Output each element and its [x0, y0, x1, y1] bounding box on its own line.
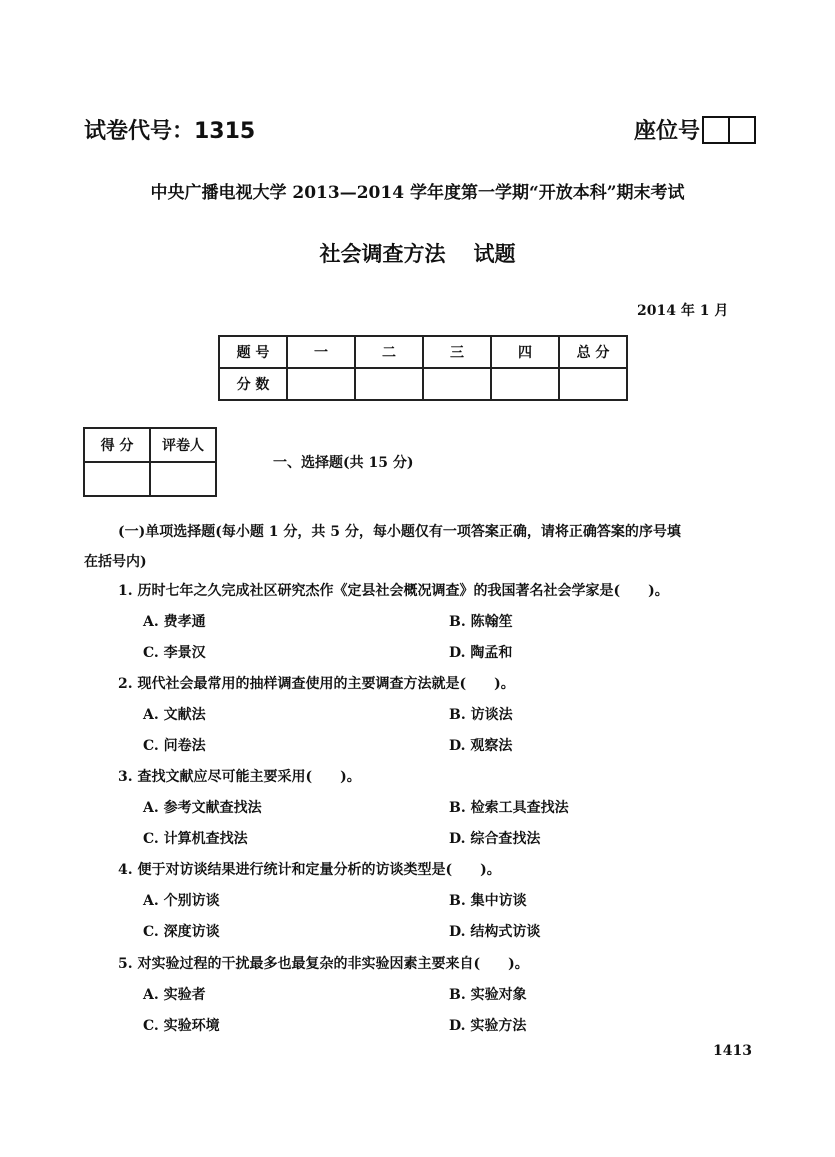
- grader-score-cell[interactable]: [84, 462, 150, 496]
- question-option: D. 陶孟和: [449, 645, 513, 661]
- section-instruction: [84, 517, 764, 577]
- question-option: C. 李景汉: [143, 645, 206, 661]
- score-entry-cell[interactable]: [491, 368, 559, 400]
- seat-number-label: 座位号: [634, 119, 701, 144]
- question-stem: 4. 便于对访谈结果进行统计和定量分析的访谈类型是( )。: [118, 862, 501, 878]
- question-option: B. 检索工具查找法: [449, 800, 569, 816]
- question-option: D. 实验方法: [449, 1018, 527, 1034]
- score-table-cell: 四: [491, 336, 559, 368]
- question-option: C. 深度访谈: [143, 924, 220, 940]
- grader-table: [83, 427, 217, 497]
- score-entry-cell[interactable]: [559, 368, 627, 400]
- question-option: D. 观察法: [449, 738, 513, 754]
- score-table-cell: 总 分: [559, 336, 627, 368]
- question-option: B. 访谈法: [449, 707, 513, 723]
- paper-code: 试卷代号：1315: [84, 119, 256, 144]
- score-table-score-row: [219, 368, 627, 400]
- score-table-cell: 一: [287, 336, 355, 368]
- question-stem: 3. 查找文献应尽可能主要采用( )。: [118, 769, 361, 785]
- question-option: C. 计算机查找法: [143, 831, 248, 847]
- score-entry-cell[interactable]: [287, 368, 355, 400]
- question-option: D. 结构式访谈: [449, 924, 541, 940]
- seat-number-box[interactable]: [728, 118, 754, 142]
- score-entry-cell[interactable]: [423, 368, 491, 400]
- question-stem: 1. 历时七年之久完成社区研究杰作《定县社会概况调查》的我国著名社会学家是( )。: [118, 583, 669, 599]
- page-number: 1413: [713, 1043, 752, 1059]
- question-option: C. 实验环境: [143, 1018, 220, 1034]
- question-option: A. 费孝通: [143, 614, 206, 630]
- question-option: B. 集中访谈: [449, 893, 527, 909]
- section-title: 一、选择题(共 15 分): [273, 455, 414, 471]
- question-stem: 2. 现代社会最常用的抽样调查使用的主要调查方法就是( )。: [118, 676, 515, 692]
- instruction-line: (一)单项选择题(每小题 1 分，共 5 分，每小题仅有一项答案正确，请将正确答案的序号填: [118, 524, 681, 540]
- instruction-line: 在括号内): [84, 554, 147, 570]
- seat-number-box[interactable]: [704, 118, 728, 142]
- subject-name: 社会调查方法: [319, 242, 446, 266]
- grader-table-entry-row: [84, 462, 216, 496]
- question-option: A. 实验者: [143, 987, 206, 1003]
- question-option: B. 陈翰笙: [449, 614, 513, 630]
- grader-name-cell[interactable]: [150, 462, 216, 496]
- score-table: [218, 335, 628, 401]
- grader-table-header: 评卷人: [150, 428, 216, 462]
- exam-date: 2014 年 1 月: [637, 303, 729, 319]
- grader-table-header: 得 分: [84, 428, 150, 462]
- score-table-row-label: 分 数: [219, 368, 287, 400]
- question-option: A. 文献法: [143, 707, 206, 723]
- exam-heading: 中央广播电视大学 2013—2014 学年度第一学期“开放本科”期末考试: [150, 183, 685, 203]
- score-table-cell: 三: [423, 336, 491, 368]
- subject-suffix: 试题: [473, 242, 516, 266]
- score-table-cell: 二: [355, 336, 423, 368]
- score-table-header-row: [219, 336, 627, 368]
- question-option: A. 参考文献查找法: [143, 800, 262, 816]
- seat-number-field: [634, 114, 756, 145]
- question-stem: 5. 对实验过程的干扰最多也最复杂的非实验因素主要来自( )。: [118, 956, 529, 972]
- question-option: A. 个别访谈: [143, 893, 220, 909]
- score-table-cell: 题 号: [219, 336, 287, 368]
- score-entry-cell[interactable]: [355, 368, 423, 400]
- seat-number-boxes[interactable]: [702, 116, 756, 144]
- question-option: C. 问卷法: [143, 738, 206, 754]
- question-option: B. 实验对象: [449, 987, 527, 1003]
- question-option: D. 综合查找法: [449, 831, 541, 847]
- exam-title: [0, 238, 835, 268]
- grader-table-header-row: [84, 428, 216, 462]
